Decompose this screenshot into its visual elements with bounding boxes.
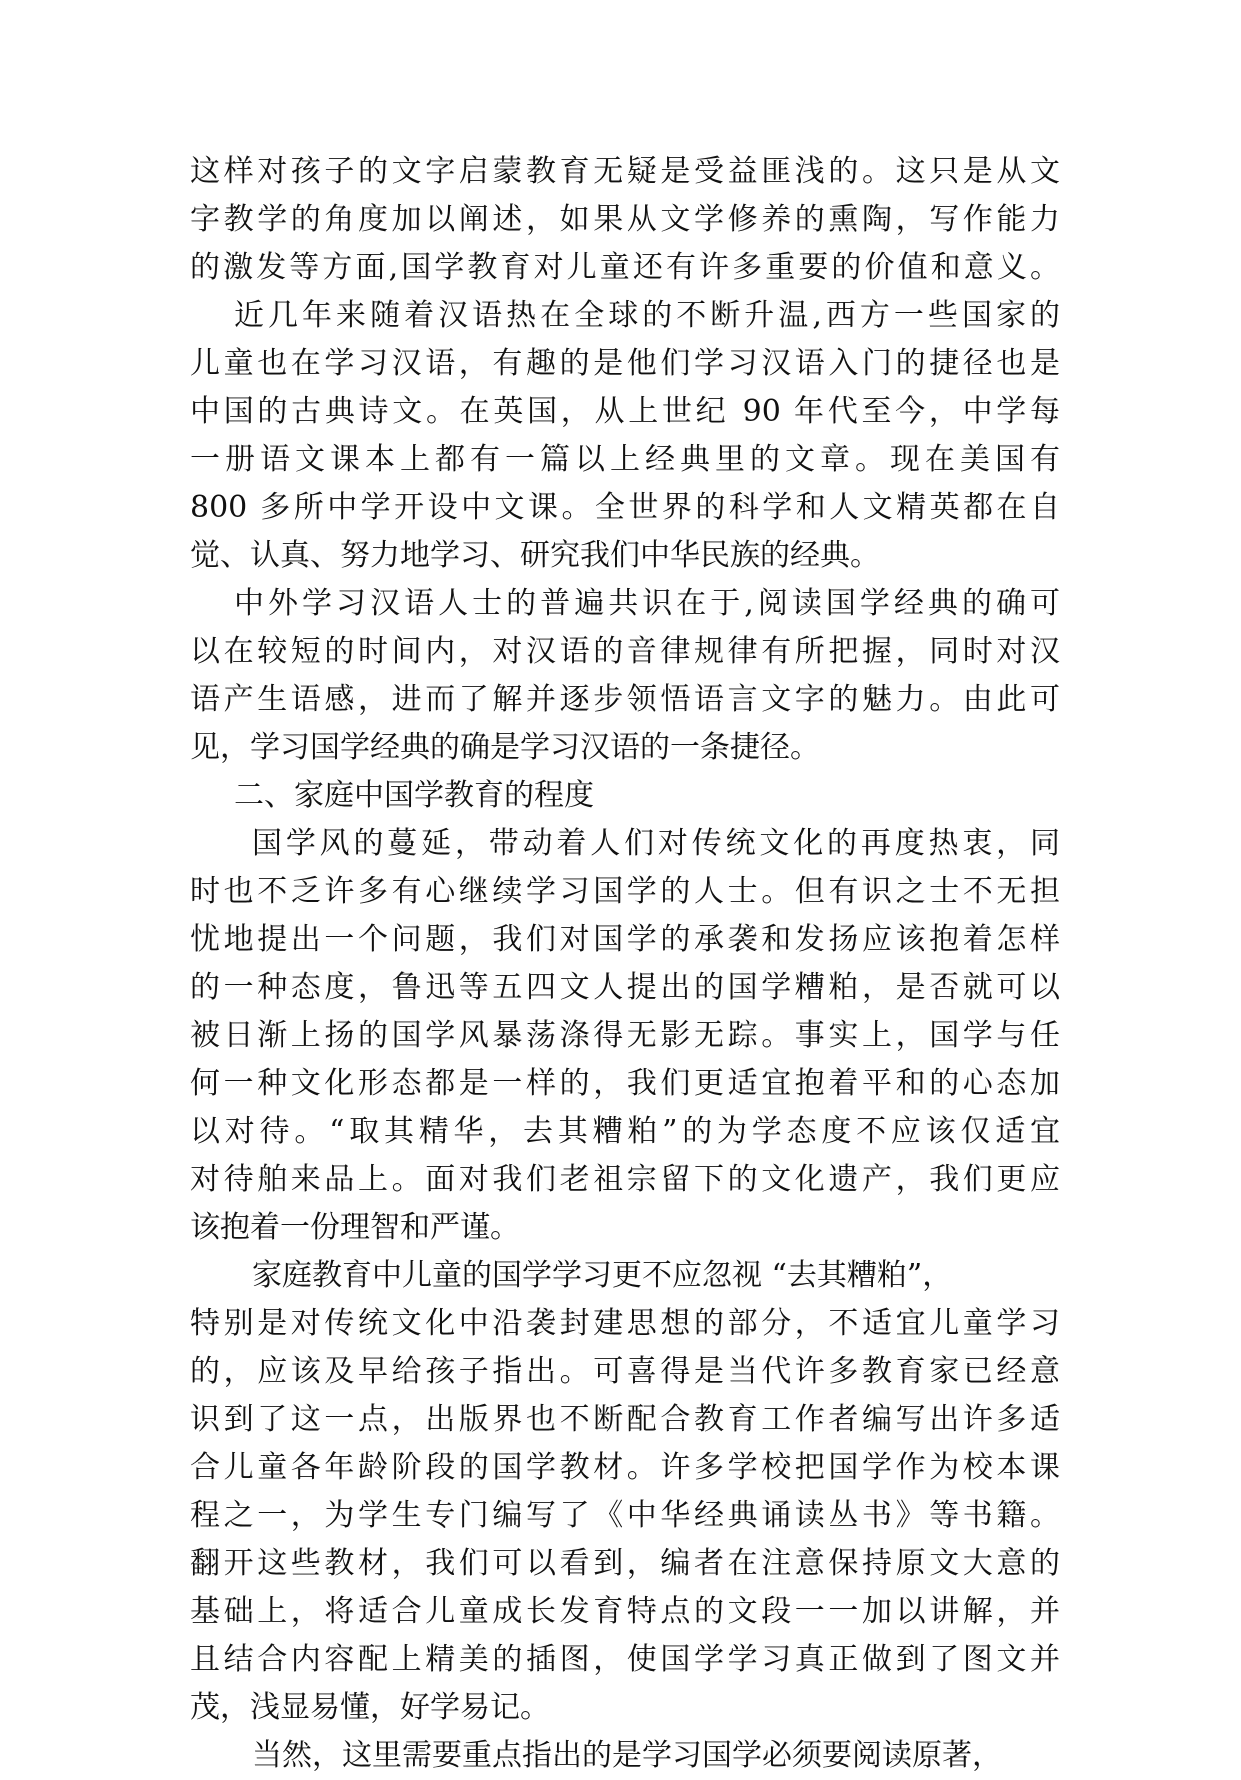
section-heading: 二、家庭中国学教育的程度 xyxy=(234,778,594,813)
text-line: 基础上，将适合儿童成长发育特点的文段一一加以讲解，并 xyxy=(190,1594,1060,1629)
body-text xyxy=(190,148,1060,1780)
text-line: 一册语文课本上都有一篇以上经典里的文章。现在美国有 xyxy=(190,442,1060,477)
text-line: 语产生语感，进而了解并逐步领悟语言文字的魅力。由此可 xyxy=(190,682,1060,717)
text-line: 儿童也在学习汉语，有趣的是他们学习汉语入门的捷径也是 xyxy=(190,346,1060,381)
text-line: 特别是对传统文化中沿袭封建思想的部分，不适宜儿童学习 xyxy=(190,1306,1060,1341)
text-line: 觉、认真、努力地学习、研究我们中华民族的经典。 xyxy=(190,538,880,573)
text-line: 程之一，为学生专门编写了《中华经典诵读丛书》等书籍。 xyxy=(190,1498,1060,1533)
text-line: 对待舶来品上。面对我们老祖宗留下的文化遗产，我们更应 xyxy=(190,1162,1060,1197)
text-line: 翻开这些教材，我们可以看到，编者在注意保持原文大意的 xyxy=(190,1546,1060,1581)
text-line: 800 多所中学开设中文课。全世界的科学和人文精英都在自 xyxy=(190,490,1060,525)
text-line: 忧地提出一个问题，我们对国学的承袭和发扬应该抱着怎样 xyxy=(190,922,1060,957)
text-line: 的激发等方面,国学教育对儿童还有许多重要的价值和意义。 xyxy=(190,250,1060,285)
text-line: 国学风的蔓延，带动着人们对传统文化的再度热衷，同 xyxy=(252,826,1060,861)
text-line: 且结合内容配上精美的插图，使国学学习真正做到了图文并 xyxy=(190,1642,1060,1677)
text-line: 当然，这里需要重点指出的是学习国学必须要阅读原著， xyxy=(252,1738,1002,1773)
text-line: 字教学的角度加以阐述，如果从文学修养的熏陶，写作能力 xyxy=(190,202,1060,237)
text-line: 的，应该及早给孩子指出。可喜得是当代许多教育家已经意 xyxy=(190,1354,1060,1389)
text-line: 以在较短的时间内，对汉语的音律规律有所把握，同时对汉 xyxy=(190,634,1060,669)
text-line: 以对待。“取其精华，去其糟粕”的为学态度不应该仅适宜 xyxy=(190,1114,1060,1149)
text-line: 被日渐上扬的国学风暴荡涤得无影无踪。事实上，国学与任 xyxy=(190,1018,1060,1053)
text-line: 的一种态度，鲁迅等五四文人提出的国学糟粕，是否就可以 xyxy=(190,970,1060,1005)
text-line: 茂，浅显易懂，好学易记。 xyxy=(190,1690,550,1725)
text-line: 识到了这一点，出版界也不断配合教育工作者编写出许多适 xyxy=(190,1402,1060,1437)
text-line: 中外学习汉语人士的普遍共识在于,阅读国学经典的确可 xyxy=(234,586,1060,621)
text-line: 时也不乏许多有心继续学习国学的人士。但有识之士不无担 xyxy=(190,874,1060,909)
text-line: 中国的古典诗文。在英国，从上世纪 90 年代至今，中学每 xyxy=(190,394,1060,429)
text-line: 见，学习国学经典的确是学习汉语的一条捷径。 xyxy=(190,730,820,765)
text-line: 家庭教育中儿童的国学学习更不应忽视 “去其糟粕”， xyxy=(252,1258,953,1293)
text-line: 这样对孩子的文字启蒙教育无疑是受益匪浅的。这只是从文 xyxy=(190,154,1060,189)
text-line: 合儿童各年龄阶段的国学教材。许多学校把国学作为校本课 xyxy=(190,1450,1060,1485)
text-line: 何一种文化形态都是一样的，我们更适宜抱着平和的心态加 xyxy=(190,1066,1060,1101)
text-line: 近几年来随着汉语热在全球的不断升温,西方一些国家的 xyxy=(234,298,1060,333)
text-line: 该抱着一份理智和严谨。 xyxy=(190,1210,520,1245)
